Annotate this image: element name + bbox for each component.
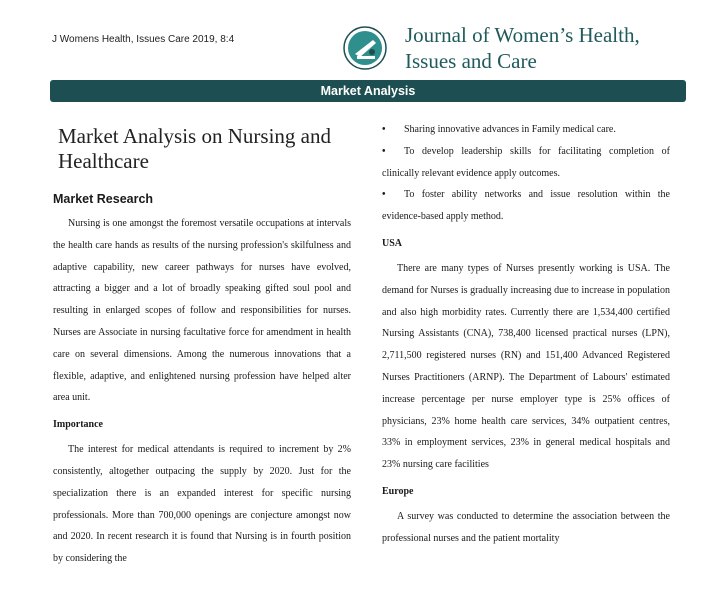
bullet-icon: • <box>382 145 386 157</box>
bullet-item <box>382 119 670 141</box>
journal-title-line2: Issues and Care <box>405 49 537 73</box>
europe-heading: Europe <box>382 485 414 497</box>
bullet-icon: • <box>382 124 386 135</box>
market-research-heading: Market Research <box>53 192 154 206</box>
bullet-text: To develop leadership skills for facilitating completion of clinically relevant evidence apply outcomes. <box>382 145 670 179</box>
section-banner: Market Analysis <box>50 80 686 102</box>
journal-title-line1: Journal of Women’s Health, <box>405 23 640 47</box>
bullet-text: To foster ability networks and issue resolution within the evidence-based apply method. <box>382 189 670 223</box>
bullet-text: Sharing innovative advances in Family medical care. <box>404 124 616 135</box>
left-column <box>53 124 351 570</box>
bullet-item <box>382 184 670 228</box>
journal-title <box>405 22 640 74</box>
usa-heading: USA <box>382 237 403 249</box>
usa-paragraph: There are many types of Nurses presently working is USA. The demand for Nurses is gradually increasing due to increase in population and also high morbidity rates. Currently there are 1,534,400 certified Nursing Assistants (CNA), 738,400 licensed practical nurses (LPN), 2,711,500 registered nurses (RN) and 151,400 Advanced Registered Nurses Practitioners (ARNP). The Department of Labours' estimated increase percentage per nurse employer type is 25% offices of physicians, 23% home health care services, 34% outpatient centres, 33% in employment services, 23% in general medical hospitals and 23% nursing care facilities <box>382 262 670 471</box>
bullet-item <box>382 141 670 185</box>
europe-paragraph: A survey was conducted to determine the association between the professional nurses and the patient mortality <box>382 510 670 544</box>
citation: J Womens Health, Issues Care 2019, 8:4 <box>52 34 235 45</box>
importance-paragraph: The interest for medical attendants is required to increment by 2% consistently, altogether outpacing the supply by 2020. Just for the specialization there is an expanded interest for specific nursing professionals. More than 700,000 openings are conjecture amongst now and 2020. In recent research it is found that Nursing is in fourth position by considering the <box>53 444 351 565</box>
market-research-paragraph: Nursing is one amongst the foremost versatile occupations at intervals the health care hands as results of the nursing profession's skilfulness and adaptive capability, new career pathways for nurses have evolved, attracting a bigger and a lot of broadly speaking gifted soul pool and resulting in enlarged scopes of follow and responsibilities for nurses. Nurses are Associate in nursing facultative force for amendment in health care on several dimensions. Among the numerous innovations that a flexible, adaptive, and enlightened nursing profession have helped alter area unit. <box>53 218 351 404</box>
journal-logo-icon <box>343 26 387 70</box>
bullet-icon: • <box>382 189 386 201</box>
importance-heading: Importance <box>53 419 103 431</box>
article-title: Market Analysis on Nursing and Healthcare <box>58 124 331 173</box>
right-column <box>382 119 670 550</box>
